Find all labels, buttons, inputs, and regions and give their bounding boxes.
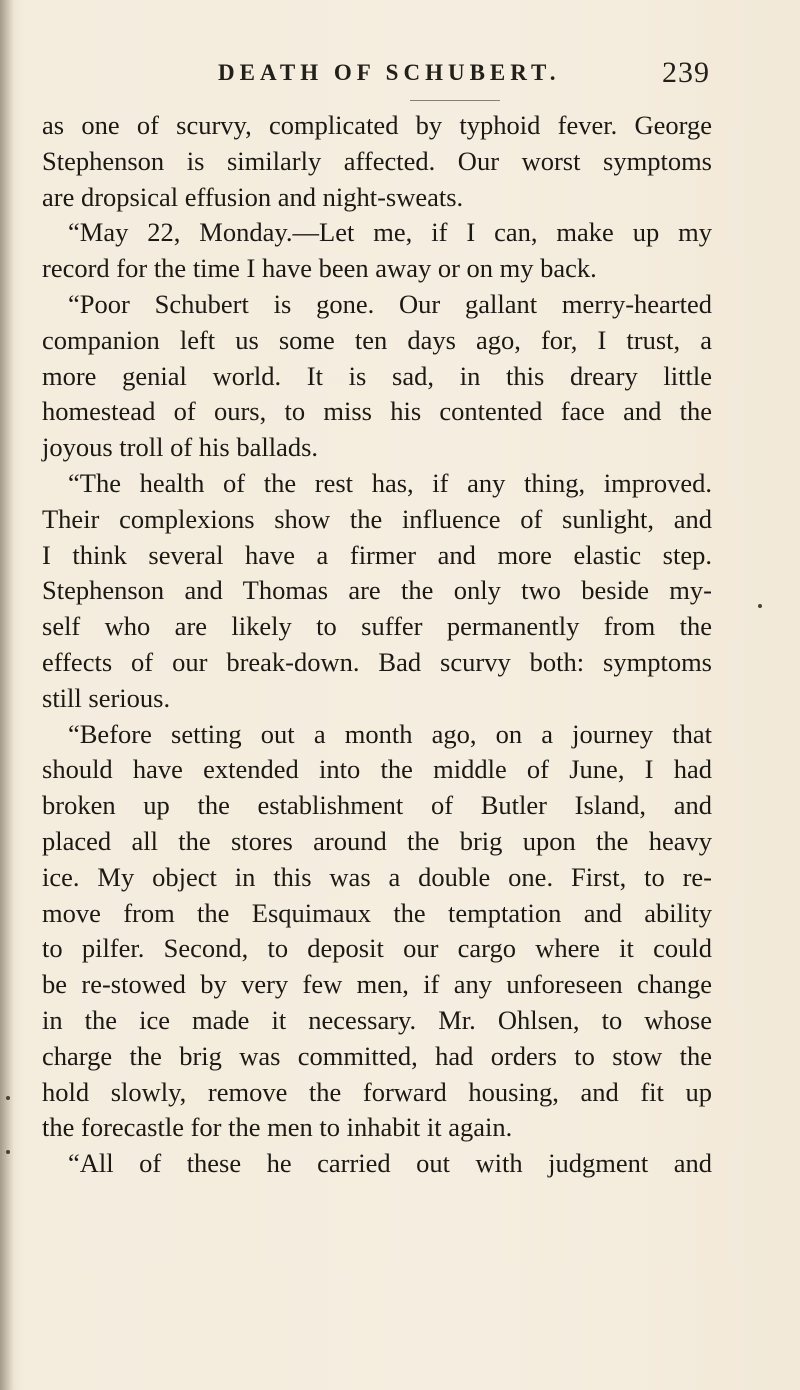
text-line: as one of scurvy, complicated by typhoid fever. George bbox=[42, 110, 712, 140]
text-line: companion left us some ten days ago, for, I trust, a bbox=[42, 324, 712, 355]
text-line: homestead of ours, to miss his contented face and the bbox=[42, 396, 712, 427]
body-text bbox=[42, 108, 712, 1182]
text-line: I think several have a firmer and more elastic step. bbox=[42, 539, 712, 570]
text-line: broken up the establishment of Butler Island, and bbox=[42, 790, 712, 821]
text-line: record for the time I have been away or on my back. bbox=[42, 253, 597, 284]
running-head bbox=[200, 56, 760, 96]
text-line: “May 22, Monday.—Let me, if I can, make up my bbox=[68, 217, 712, 248]
text-line: “The health of the rest has, if any thing, improved. bbox=[68, 467, 712, 498]
text-line: should have extended into the middle of June, I had bbox=[42, 754, 712, 785]
margin-speck bbox=[6, 1150, 10, 1154]
page-number: 239 bbox=[662, 56, 710, 89]
margin-speck bbox=[758, 604, 762, 608]
chapter-running-title: DEATH OF SCHUBERT. bbox=[218, 60, 561, 85]
text-line: more genial world. It is sad, in this dreary little bbox=[42, 360, 712, 391]
text-line: Stephenson is similarly affected. Our worst symptoms bbox=[42, 145, 712, 176]
margin-speck bbox=[6, 1096, 10, 1100]
binding-gutter-shadow bbox=[0, 0, 14, 1390]
text-line: joyous troll of his ballads. bbox=[42, 432, 319, 463]
text-line: placed all the stores around the brig upon the heavy bbox=[42, 825, 712, 856]
text-line: to pilfer. Second, to deposit our cargo where it could bbox=[42, 933, 712, 964]
text-line: effects of our break-down. Bad scurvy both: symptoms bbox=[42, 646, 712, 677]
text-line: move from the Esquimaux the temptation and ability bbox=[42, 897, 712, 928]
text-line: “Poor Schubert is gone. Our gallant merry-hearted bbox=[68, 288, 712, 319]
text-line: self who are likely to suffer permanently from the bbox=[42, 611, 712, 642]
text-line: ice. My object in this was a double one. First, to re- bbox=[42, 861, 712, 892]
text-line: be re-stowed by very few men, if any unforeseen change bbox=[42, 969, 712, 1000]
text-line: “All of these he carried out with judgment and bbox=[68, 1148, 712, 1179]
text-line: are dropsical effusion and night-sweats. bbox=[42, 181, 464, 212]
text-line: Stephenson and Thomas are the only two beside my- bbox=[42, 575, 712, 606]
text-line: “Before setting out a month ago, on a journey that bbox=[68, 718, 712, 749]
text-line: Their complexions show the influence of sunlight, and bbox=[42, 503, 712, 534]
text-line: hold slowly, remove the forward housing, and fit up bbox=[42, 1076, 712, 1107]
text-line: in the ice made it necessary. Mr. Ohlsen, to whose bbox=[42, 1004, 712, 1035]
text-line: still serious. bbox=[42, 682, 171, 713]
text-line: charge the brig was committed, had orders to stow the bbox=[42, 1040, 712, 1071]
text-line: the forecastle for the men to inhabit it again. bbox=[42, 1112, 513, 1143]
header-rule bbox=[410, 100, 500, 101]
